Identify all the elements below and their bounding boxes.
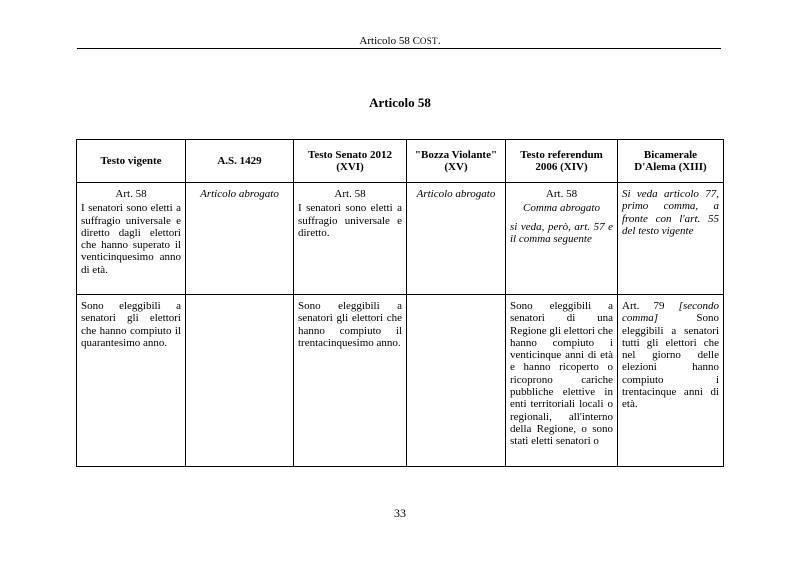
article-text: Sono eleggibili a senatori gli elettori che hanno compiuto il quarantesimo anno.: [81, 300, 181, 349]
running-header-main: Articolo 58 C: [359, 35, 420, 47]
column-header-bozza-violante: "Bozza Violante" (XV): [407, 140, 506, 183]
article-text: I senatori sono eletti a suffragio universale e diretto dagli elettori che hanno superato il venticinquesimo anno di età.: [81, 202, 181, 276]
comma-reference: [secondo comma]: [622, 300, 719, 325]
abrogated-note: Articolo abrogato: [200, 188, 279, 200]
abrogated-note: Articolo abrogato: [416, 188, 496, 200]
column-header-testo-referendum-2006: Testo referendum 2006 (XIV): [506, 140, 618, 183]
article-heading: Art. 58: [545, 188, 578, 200]
article-heading: Art. 58: [334, 188, 366, 200]
table-row: [77, 183, 724, 295]
cross-reference-note: si veda, però, art. 57 e il comma seguente: [510, 220, 613, 245]
comparison-table: [76, 139, 724, 467]
column-header-testo-senato-2012: Testo Senato 2012 (XVI): [294, 140, 407, 183]
article-body: Sono eleggibili a senatori tutti gli elettori che nel giorno delle elezioni hanno compiuto i trentacinque anni di età.: [622, 312, 719, 411]
running-header: [0, 35, 800, 47]
column-header-as-1429: A.S. 1429: [186, 140, 294, 183]
abrogated-note: Comma abrogato: [523, 202, 600, 215]
article-reference: Art. 79: [622, 300, 665, 312]
cell-testo-vigente: [77, 295, 186, 467]
cell-testo-senato-2012: [294, 295, 407, 467]
cell-testo-vigente: [77, 183, 186, 295]
cell-as-1429: [186, 295, 294, 467]
running-header-end: .: [437, 35, 441, 47]
column-header-testo-vigente: Testo vigente: [77, 140, 186, 183]
cross-reference-note: Si veda articolo 77, primo comma, a fronte con l'art. 55 del testo vigente: [622, 188, 719, 237]
table-header-row: [77, 140, 724, 183]
table-row: [77, 295, 724, 467]
cell-as-1429: [186, 183, 294, 295]
article-text: Sono eleggibili a senatori gli elettori che hanno compiuto il trentacinquesimo anno.: [298, 300, 402, 349]
cell-testo-referendum-2006: [506, 183, 618, 295]
article-text: I senatori sono eletti a suffragio universale e diretto.: [298, 202, 402, 239]
cell-bicamerale-dalema: [618, 183, 724, 295]
cell-testo-senato-2012: [294, 183, 407, 295]
running-header-smallcaps: OST: [419, 36, 438, 46]
cell-bozza-violante: [407, 183, 506, 295]
article-text: [622, 300, 719, 411]
document-title: Articolo 58: [369, 95, 431, 110]
page-number: 33: [394, 506, 406, 520]
article-heading: Art. 58: [115, 188, 147, 200]
cell-testo-referendum-2006: [506, 295, 618, 467]
cell-bicamerale-dalema: [618, 295, 724, 467]
column-header-bicamerale-dalema: Bicamerale D'Alema (XIII): [618, 140, 724, 183]
article-text: Sono eleggibili a senatori di una Regione gli elettori che hanno compiuto i venticinque anni di età e hanno ricoperto o ricoprono cariche pubbliche elettive in enti territoriali locali o regionali, all'interno della Regione, o sono stati eletti senatori o: [510, 300, 613, 448]
header-rule: [77, 48, 721, 49]
cell-bozza-violante: [407, 295, 506, 467]
